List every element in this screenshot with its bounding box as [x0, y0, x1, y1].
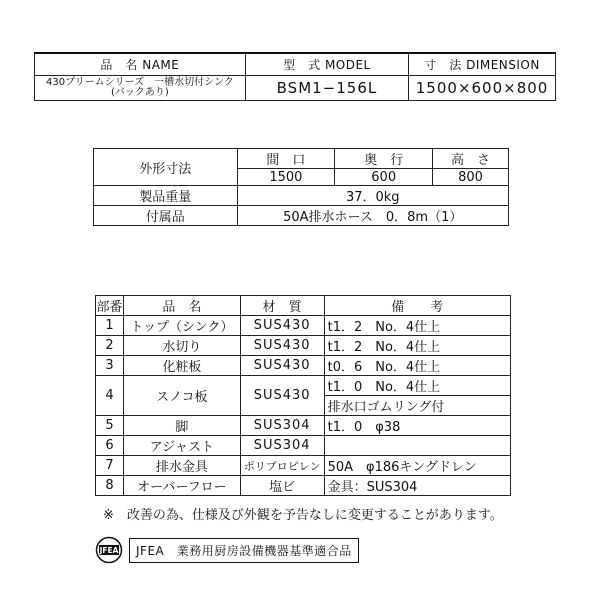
part-note [324, 436, 510, 456]
col-header-no: 部番 [96, 296, 124, 316]
col-header-material: 材 質 [240, 296, 324, 316]
part-note-line2: 排水口ゴムリング付 [324, 396, 510, 416]
jfea-label: JFEA 業務用厨房設備機器基準適合品 [129, 538, 359, 563]
part-material: SUS430 [240, 356, 324, 376]
part-name: 化粧板 [123, 356, 240, 376]
part-name: 排水金具 [123, 456, 240, 476]
spec-table [93, 148, 509, 226]
part-no: 1 [96, 316, 124, 336]
part-note: t1．2 No．4仕上 [324, 336, 510, 356]
product-name-line2: (バックあり) [110, 87, 169, 98]
part-note: t1．0 No．4仕上 [324, 376, 510, 396]
part-material: SUS430 [240, 336, 324, 356]
part-material: SUS304 [240, 416, 324, 436]
part-no: 5 [96, 416, 124, 436]
width-label: 間 口 [237, 149, 335, 169]
table-row [96, 376, 511, 396]
part-name: 水切り [123, 336, 240, 356]
part-no: 4 [96, 376, 124, 416]
accessory-label: 付属品 [94, 206, 238, 226]
part-name: トップ（シンク） [123, 316, 240, 336]
part-no: 2 [96, 336, 124, 356]
table-row [96, 336, 511, 356]
header-table [34, 52, 556, 101]
part-material: SUS430 [240, 376, 324, 416]
part-note: 金具：SUS304 [324, 476, 510, 496]
parts-table [95, 295, 511, 496]
part-note: t1．0 φ38 [324, 416, 510, 436]
model-value: BSM1−156L [245, 76, 408, 101]
table-row [96, 476, 511, 496]
table-row [96, 416, 511, 436]
dimension-header: 寸 法 DIMENSION [409, 53, 556, 76]
accessory-value: 50A排水ホース 0．8m（1） [237, 206, 509, 226]
outer-dimension-label: 外形寸法 [94, 149, 238, 186]
depth-value: 600 [335, 169, 433, 186]
part-name: スノコ板 [123, 376, 240, 416]
part-name: オーバーフロー [123, 476, 240, 496]
table-row [96, 436, 511, 456]
jfea-logo-icon [95, 536, 123, 564]
part-no: 6 [96, 436, 124, 456]
depth-label: 奥 行 [335, 149, 433, 169]
width-value: 1500 [237, 169, 335, 186]
table-row [96, 316, 511, 336]
weight-value: 37．0kg [237, 186, 509, 206]
part-note: 50A φ186キングドレン [324, 456, 510, 476]
part-note: t1．2 No．4仕上 [324, 316, 510, 336]
part-no: 3 [96, 356, 124, 376]
svg-text:JFEA: JFEA [99, 546, 119, 555]
height-label: 高 さ [433, 149, 509, 169]
weight-label: 製品重量 [94, 186, 238, 206]
part-no: 7 [96, 456, 124, 476]
part-no: 8 [96, 476, 124, 496]
height-value: 800 [433, 169, 509, 186]
part-material: SUS304 [240, 436, 324, 456]
product-name [35, 76, 246, 101]
name-header: 品 名 NAME [35, 53, 246, 76]
part-material: 塩ビ [240, 476, 324, 496]
jfea-mark [95, 537, 359, 563]
part-note: t0．6 No．4仕上 [324, 356, 510, 376]
dimension-value: 1500×600×800 [409, 76, 556, 101]
part-name: 脚 [123, 416, 240, 436]
part-material: ポリプロピレン [240, 456, 324, 476]
col-header-note: 備 考 [324, 296, 510, 316]
col-header-name: 品 名 [123, 296, 240, 316]
product-name-line1: 430プリームシリーズ 一槽水切付シンク [46, 77, 234, 88]
part-material: SUS430 [240, 316, 324, 336]
table-row [96, 456, 511, 476]
table-row [96, 356, 511, 376]
footnote: ※ 改善の為、仕様及び外観を予告なしに変更することがあります。 [103, 508, 503, 523]
part-name: アジャスト [123, 436, 240, 456]
model-header: 型 式 MODEL [245, 53, 408, 76]
